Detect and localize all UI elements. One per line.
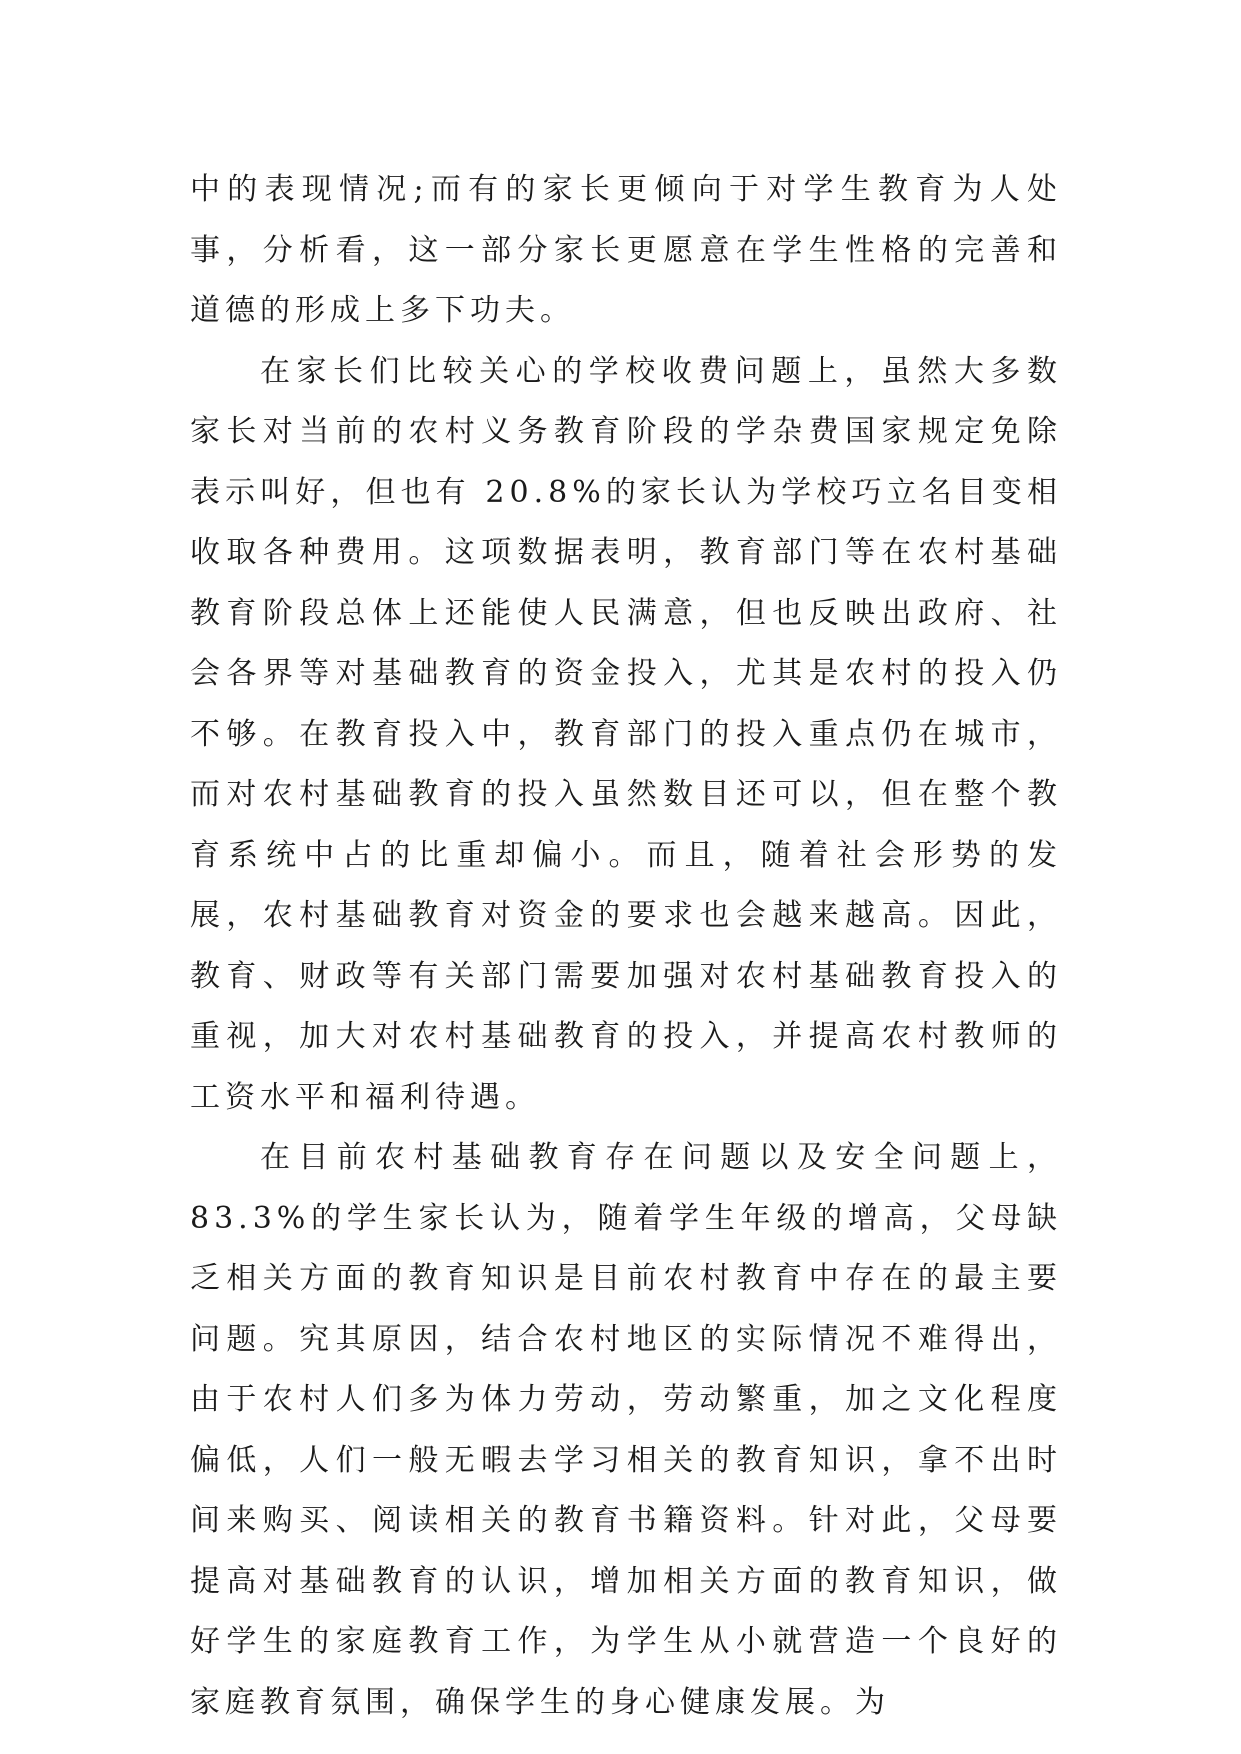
body-text xyxy=(190,160,1062,1733)
paragraph-1: 中的表现情况;而有的家长更倾向于对学生教育为人处事，分析看，这一部分家长更愿意在学生性格的完善和道德的形成上多下功夫。 xyxy=(190,172,1062,328)
paragraph-2: 在家长们比较关心的学校收费问题上，虽然大多数家长对当前的农村义务教育阶段的学杂费国家规定免除表示叫好，但也有 20.8%的家长认为学校巧立名目变相收取各种费用。这项数据表明，教育部门等在农村基础教育阶段总体上还能使人民满意，但也反映出政府、社会各界等对基础教育的资金投入，尤其是农村的投入仍不够。在教育投入中，教育部门的投入重点仍在城市，而对农村基础教育的投入虽然数目还可以，但在整个教育系统中占的比重却偏小。而且，随着社会形势的发展，农村基础教育对资金的要求也会越来越高。因此，教育、财政等有关部门需要加强对农村基础教育投入的重视，加大对农村基础教育的投入，并提高农村教师的工资水平和福利待遇。 xyxy=(190,353,1062,1115)
paragraph-3: 在目前农村基础教育存在问题以及安全问题上，83.3%的学生家长认为，随着学生年级的增高，父母缺乏相关方面的教育知识是目前农村教育中存在的最主要问题。究其原因，结合农村地区的实际情况不难得出，由于农村人们多为体力劳动，劳动繁重，加之文化程度偏低，人们一般无暇去学习相关的教育知识，拿不出时间来购买、阅读相关的教育书籍资料。针对此，父母要提高对基础教育的认识，增加相关方面的教育知识，做好学生的家庭教育工作，为学生从小就营造一个良好的家庭教育氛围，确保学生的身心健康发展。为 xyxy=(190,1140,1062,1720)
